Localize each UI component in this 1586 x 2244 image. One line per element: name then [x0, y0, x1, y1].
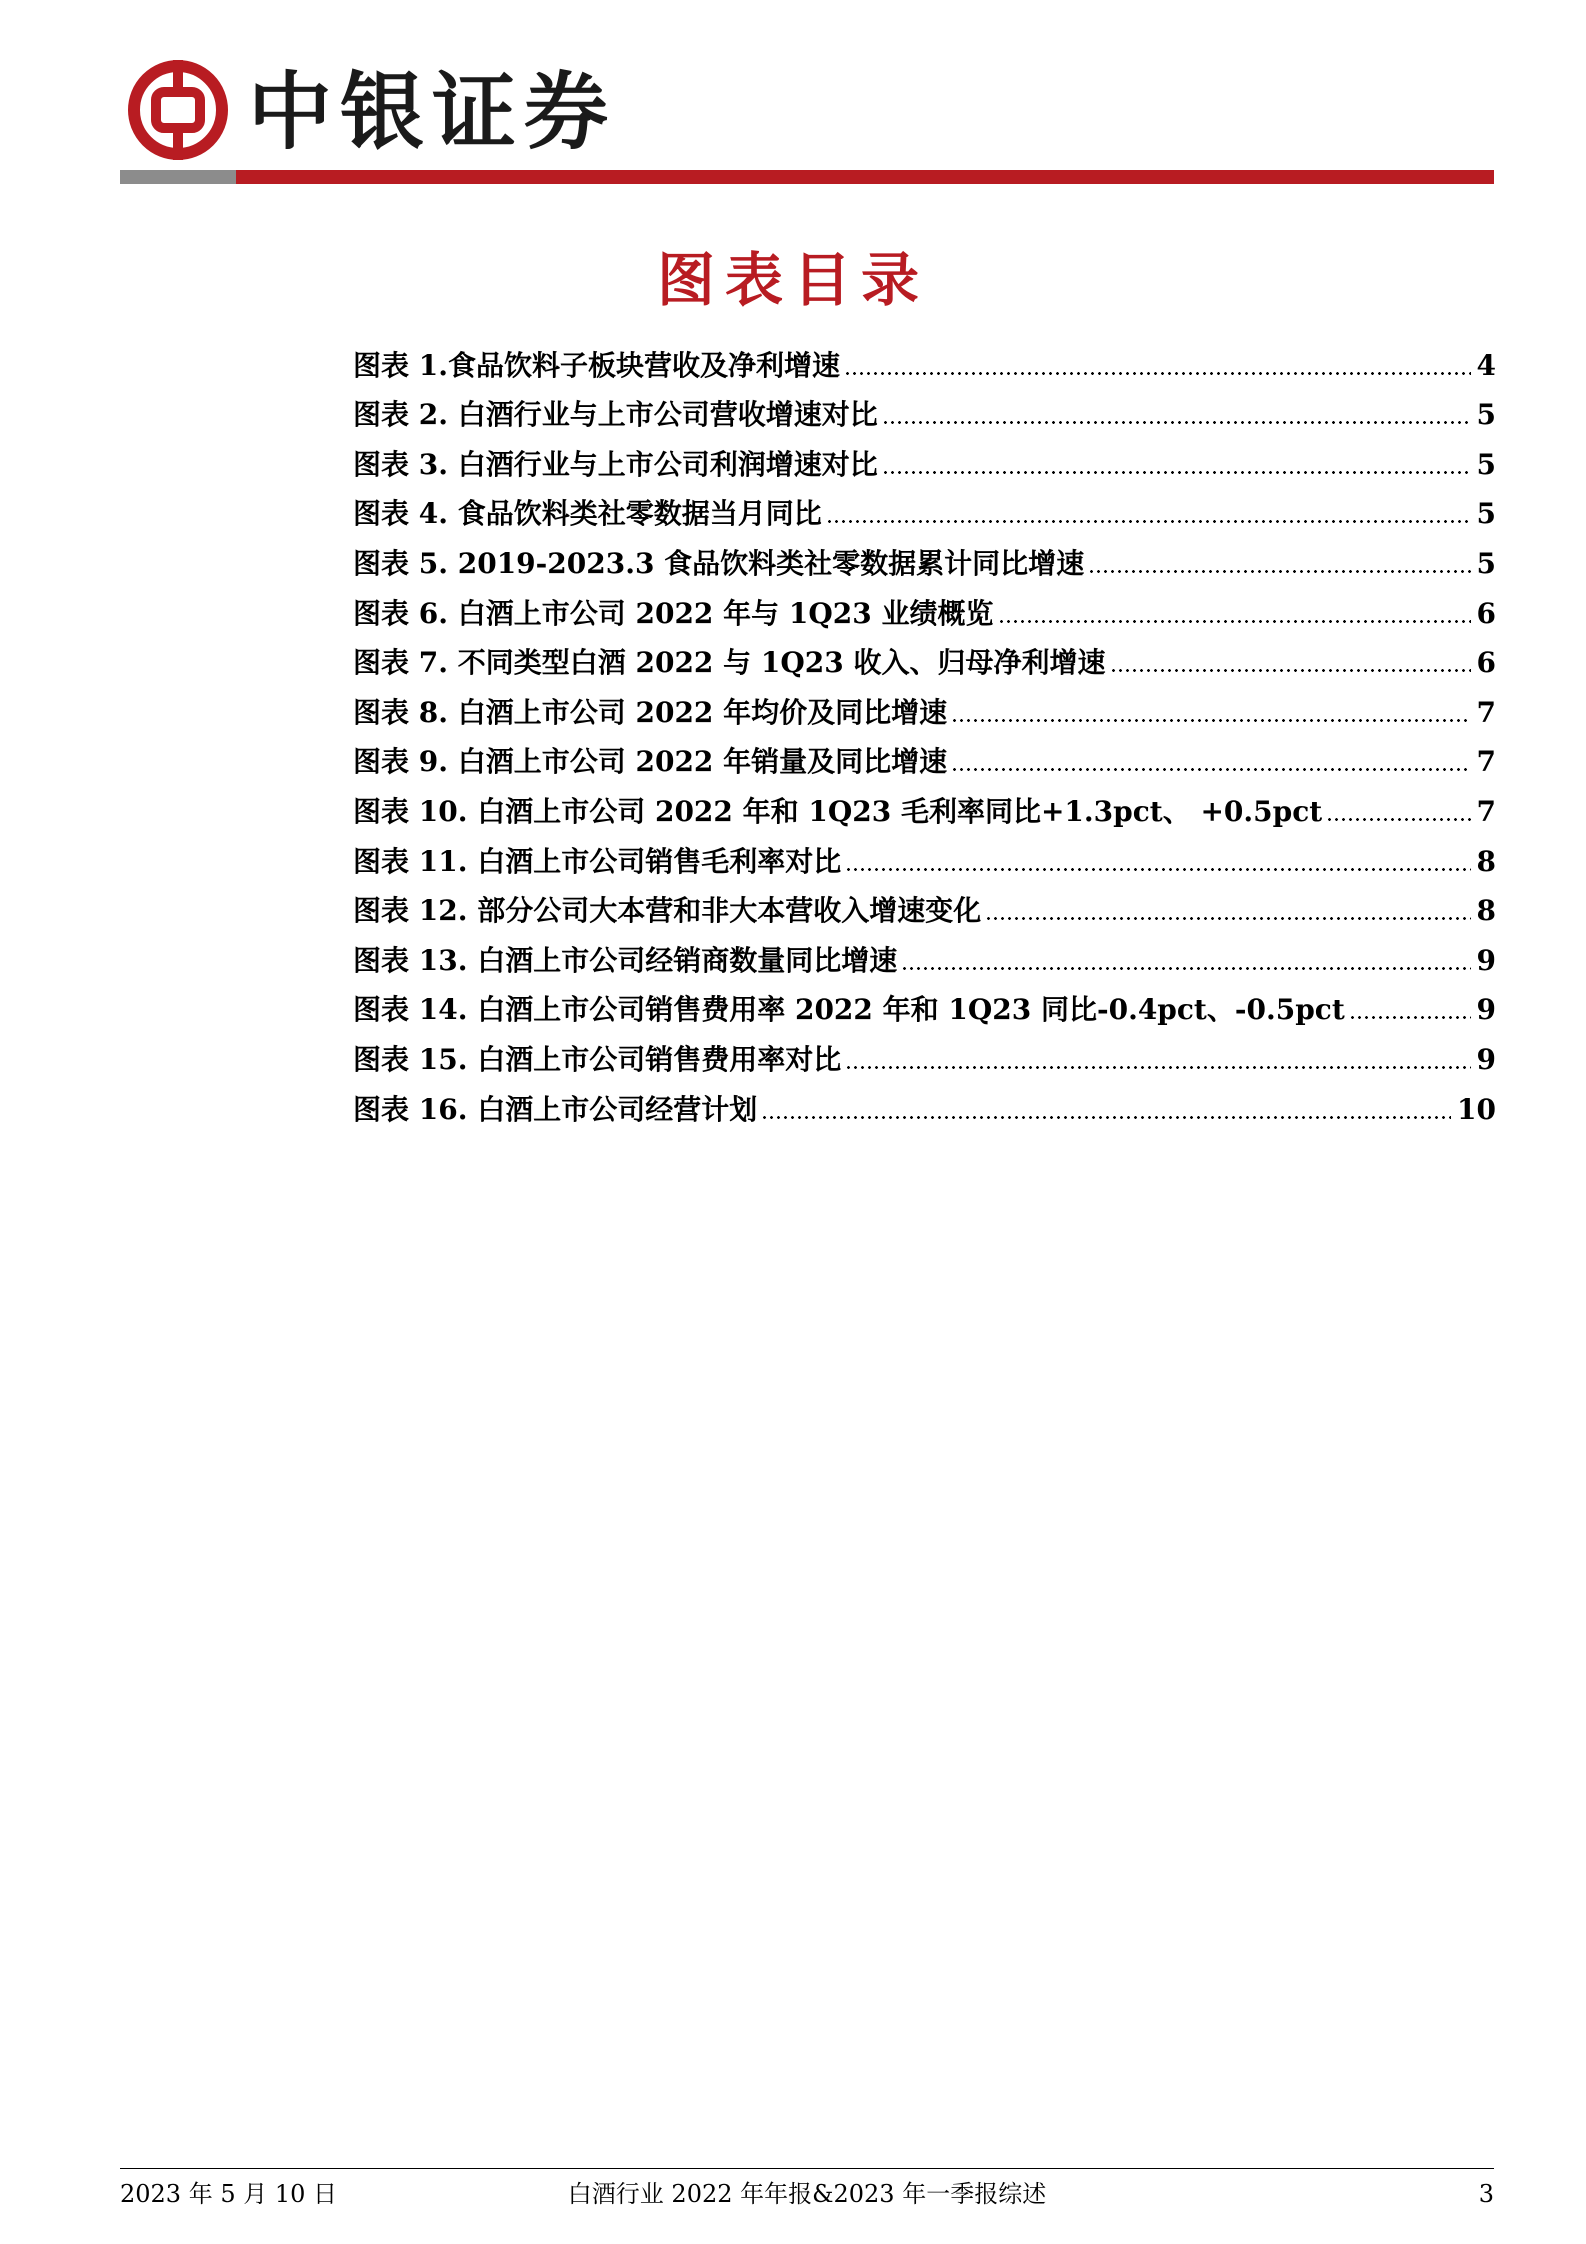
toc-dot-leader	[826, 520, 1471, 523]
toc-entry-page[interactable]: 7	[1476, 794, 1496, 828]
toc-entry-page[interactable]: 5	[1476, 447, 1496, 481]
toc-list	[353, 333, 1496, 1127]
toc-dot-leader	[845, 868, 1470, 871]
toc-entry-page[interactable]: 9	[1476, 993, 1496, 1027]
toc-entry-page[interactable]: 5	[1476, 398, 1496, 432]
page-header	[0, 0, 1586, 190]
toc-entry-label[interactable]: 图表 12. 部分公司大本营和非大本营收入增速变化	[353, 894, 982, 928]
footer-divider	[120, 2168, 1494, 2169]
toc-dot-leader	[901, 967, 1470, 970]
toc-entry-page[interactable]: 8	[1476, 894, 1496, 928]
toc-entry-label[interactable]: 图表 5. 2019-2023.3 食品饮料类社零数据累计同比增速	[353, 546, 1085, 580]
toc-entry-label[interactable]: 图表 8. 白酒上市公司 2022 年均价及同比增速	[353, 695, 948, 729]
toc-entry-label[interactable]: 图表 6. 白酒上市公司 2022 年与 1Q23 业绩概览	[353, 596, 994, 630]
toc-entry-page[interactable]: 9	[1476, 1042, 1496, 1076]
toc-entry-label[interactable]: 图表 3. 白酒行业与上市公司利润增速对比	[353, 447, 878, 481]
toc-entry-label[interactable]: 图表 15. 白酒上市公司销售费用率对比	[353, 1042, 842, 1076]
toc-dot-leader	[951, 768, 1470, 771]
page-footer	[120, 2174, 1494, 2214]
toc-entry-page[interactable]: 6	[1476, 646, 1496, 680]
toc-entry-page[interactable]: 7	[1476, 695, 1496, 729]
toc-entry-label[interactable]: 图表 13. 白酒上市公司经销商数量同比增速	[353, 943, 898, 977]
toc-entry[interactable]	[353, 631, 1496, 681]
toc-entry[interactable]	[353, 879, 1496, 929]
toc-entry-label[interactable]: 图表 16. 白酒上市公司经营计划	[353, 1092, 758, 1126]
toc-entry[interactable]	[353, 581, 1496, 631]
toc-entry-label[interactable]: 图表 2. 白酒行业与上市公司营收增速对比	[353, 398, 878, 432]
toc-entry[interactable]	[353, 779, 1496, 829]
toc-entry[interactable]	[353, 928, 1496, 978]
toc-dot-leader	[882, 421, 1471, 424]
bank-of-china-logo-icon	[128, 60, 228, 160]
toc-entry-page[interactable]: 4	[1476, 348, 1496, 382]
toc-dot-leader	[761, 1116, 1451, 1119]
toc-dot-leader	[985, 917, 1470, 920]
toc-dot-leader	[844, 372, 1471, 375]
toc-dot-leader	[1326, 818, 1470, 821]
toc-entry[interactable]	[353, 978, 1496, 1028]
header-bar-red	[236, 170, 1494, 184]
toc-entry-page[interactable]: 5	[1476, 546, 1496, 580]
toc-entry-label[interactable]: 图表 1.食品饮料子板块营收及净利增速	[353, 348, 840, 382]
toc-entry-page[interactable]: 6	[1476, 596, 1496, 630]
toc-entry-label[interactable]: 图表 14. 白酒上市公司销售费用率 2022 年和 1Q23 同比-0.4pct、-0.5pct	[353, 993, 1345, 1027]
toc-entry-label[interactable]: 图表 4. 食品饮料类社零数据当月同比	[353, 497, 822, 531]
brand-name: 中银证券	[248, 63, 617, 161]
toc-entry[interactable]	[353, 531, 1496, 581]
toc-entry[interactable]	[353, 1027, 1496, 1077]
toc-entry[interactable]	[353, 482, 1496, 532]
footer-page-number: 3	[1478, 2180, 1494, 2208]
toc-entry-page[interactable]: 8	[1476, 844, 1496, 878]
toc-title: 图表目录	[656, 246, 929, 314]
toc-dot-leader	[1088, 570, 1470, 573]
toc-entry-label[interactable]: 图表 11. 白酒上市公司销售毛利率对比	[353, 844, 842, 878]
toc-entry[interactable]	[353, 829, 1496, 879]
toc-dot-leader	[1110, 669, 1471, 672]
toc-entry[interactable]	[353, 730, 1496, 780]
toc-entry-label[interactable]: 图表 9. 白酒上市公司 2022 年销量及同比增速	[353, 745, 948, 779]
toc-entry-page[interactable]: 10	[1457, 1092, 1496, 1126]
toc-entry-label[interactable]: 图表 10. 白酒上市公司 2022 年和 1Q23 毛利率同比+1.3pct、 +0.5pct	[353, 794, 1323, 828]
toc-entry-label[interactable]: 图表 7. 不同类型白酒 2022 与 1Q23 收入、归母净利增速	[353, 646, 1106, 680]
toc-entry[interactable]	[353, 680, 1496, 730]
toc-dot-leader	[882, 471, 1471, 474]
toc-dot-leader	[1349, 1016, 1471, 1019]
toc-entry[interactable]	[353, 383, 1496, 433]
footer-report-title: 白酒行业 2022 年年报&2023 年一季报综述	[567, 2180, 1047, 2208]
header-bar-gray	[120, 170, 236, 184]
toc-entry-page[interactable]: 9	[1476, 943, 1496, 977]
toc-dot-leader	[951, 719, 1470, 722]
toc-entry-page[interactable]: 7	[1476, 745, 1496, 779]
toc-entry[interactable]	[353, 333, 1496, 383]
toc-dot-leader	[998, 620, 1471, 623]
footer-date: 2023 年 5 月 10 日	[120, 2180, 338, 2208]
toc-dot-leader	[845, 1066, 1470, 1069]
toc-entry[interactable]	[353, 432, 1496, 482]
toc-entry-page[interactable]: 5	[1476, 497, 1496, 531]
toc-entry[interactable]	[353, 1077, 1496, 1127]
